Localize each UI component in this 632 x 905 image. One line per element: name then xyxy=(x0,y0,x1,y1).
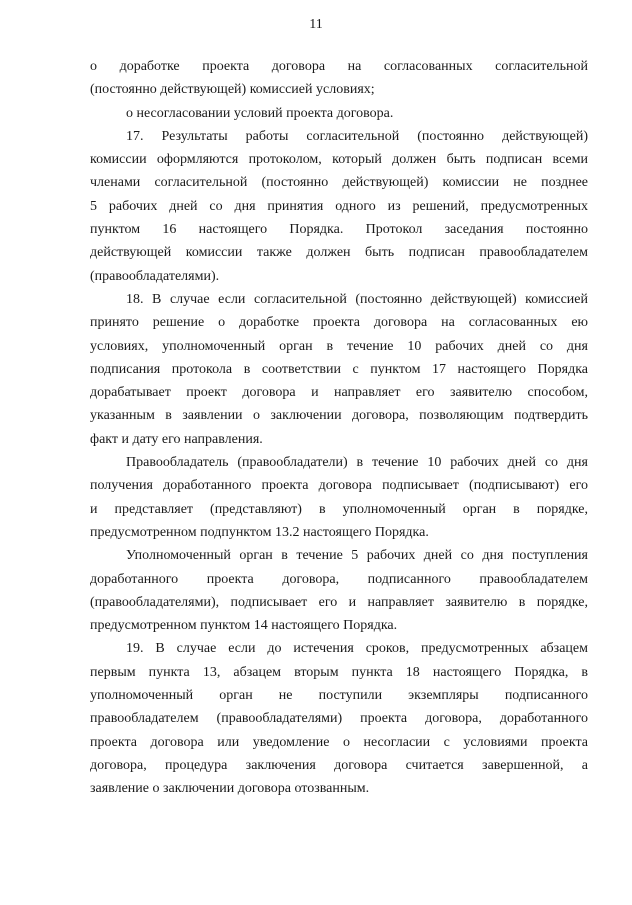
text-line: о доработке проекта договора на согласованных согласительной xyxy=(90,59,588,74)
text-line: пунктом 16 настоящего Порядка. Протокол заседания постоянно xyxy=(90,222,588,238)
text-line: 17. Результаты работы согласительной (постоянно действующей) xyxy=(126,128,588,144)
text-line: уполномоченный орган не поступили экземпляры подписанного xyxy=(90,688,588,704)
text-line: предусмотренном подпунктом 13.2 настоящего Порядка. xyxy=(90,524,429,540)
text-line: факт и дату его направления. xyxy=(90,431,263,447)
text-line: получения доработанного проекта договора подписывает (подписывают) его xyxy=(90,478,588,494)
text-line: 19. В случае если до истечения сроков, предусмотренных абзацем xyxy=(126,641,588,657)
text-line: (правообладателями). xyxy=(90,268,220,284)
text-line: первым пункта 13, абзацем вторым пункта 18 настоящего Порядка, в xyxy=(90,664,588,680)
text-line: договора, процедура заключения договора считается завершенной, а xyxy=(90,757,588,773)
text-line: 18. В случае если согласительной (постоянно действующей) комиссией xyxy=(126,291,588,307)
text-line: Уполномоченный орган в течение 5 рабочих дней со дня поступления xyxy=(126,548,588,564)
text-line: проекта договора или уведомление о несогласии с условиями проекта xyxy=(90,734,588,750)
text-line: подписания протокола в соответствии с пунктом 17 настоящего Порядка xyxy=(90,361,588,377)
text-line: заявление о заключении договора отозванным. xyxy=(90,781,370,797)
text-line: условиях, уполномоченный орган в течение 10 рабочих дней со дня xyxy=(90,338,588,354)
paragraph xyxy=(90,451,588,544)
text-line: предусмотренном пунктом 14 настоящего Порядка. xyxy=(90,618,398,634)
text-line: указанным в заявлении о заключении договора, позволяющим подтвердить xyxy=(90,408,588,424)
paragraph xyxy=(90,102,588,125)
text-line: (правообладателями), подписывает его и направляет заявителю в порядке, xyxy=(90,594,588,610)
text-line: правообладателем (правообладателями) проекта договора, доработанного xyxy=(90,711,588,727)
text-line: принято решение о доработке проекта договора на согласованных ею xyxy=(90,315,588,331)
text-line: действующей комиссии также должен быть подписан правообладателем xyxy=(90,245,588,261)
text-line: 5 рабочих дней со дня принятия одного из решений, предусмотренных xyxy=(90,198,588,214)
paragraph xyxy=(90,637,588,800)
text-line: членами согласительной (постоянно действующей) комиссии не позднее xyxy=(90,175,588,191)
text-line: о несогласовании условий проекта договора. xyxy=(126,105,394,121)
text-line: дорабатывает проект договора и направляет его заявителю способом, xyxy=(90,385,588,401)
document-body xyxy=(90,55,588,801)
text-line: (постоянно действующей) комиссией условиях; xyxy=(90,82,375,98)
text-line: и представляет (представляют) в уполномоченный орган в порядке, xyxy=(90,501,588,517)
paragraph xyxy=(90,55,588,102)
text-line: доработанного проекта договора, подписанного правообладателем xyxy=(90,571,588,587)
paragraph xyxy=(90,288,588,451)
paragraph xyxy=(90,544,588,637)
paragraph xyxy=(90,125,588,288)
page-number: 11 xyxy=(309,17,323,32)
text-line: комиссии оформляются протоколом, который должен быть подписан всеми xyxy=(90,152,588,168)
text-line: Правообладатель (правообладатели) в течение 10 рабочих дней со дня xyxy=(126,455,588,471)
